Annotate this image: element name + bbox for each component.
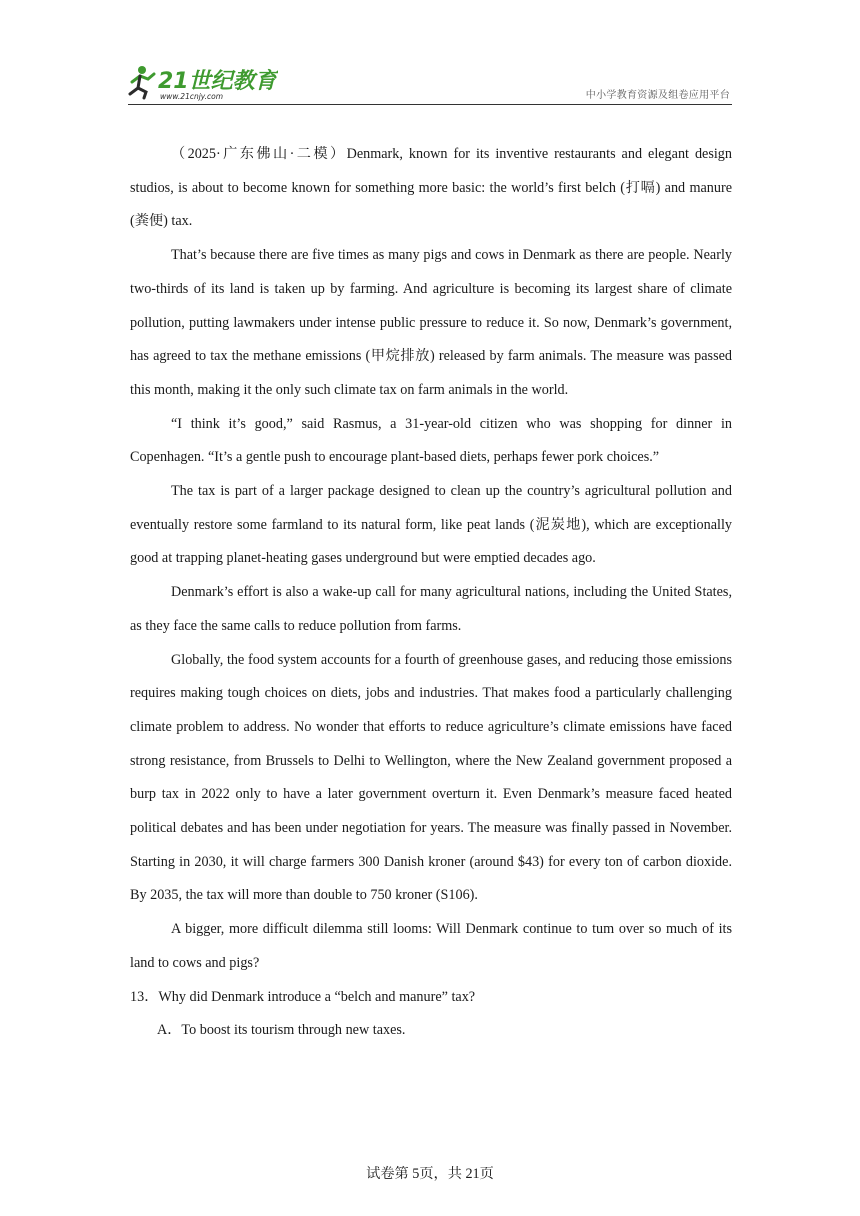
runner-icon — [130, 66, 154, 98]
logo-text: 21世纪教育 — [158, 69, 277, 94]
page-number: 试卷第 5页，共 21页 — [366, 1166, 494, 1182]
passage-paragraph: The tax is part of a larger package designed to clean up the country’s agricultural pollution and eventually restore some farmland to its natural form, like peat lands (泥炭地), which are exceptionally good at trapping planet-heating gases underground but were emptied decades ago. — [130, 483, 732, 567]
passage-paragraph: （2025·广东佛山·二模）Denmark, known for its inventive restaurants and elegant design studios, is about to become known for something more basic: the world’s first belch (打嗝) and manure (粪便) tax. — [130, 146, 732, 230]
passage-paragraph: Denmark’s effort is also a wake-up call for many agricultural nations, including the United States, as they face the same calls to reduce pollution from farms. — [130, 584, 732, 634]
passage-paragraph: A bigger, more difficult dilemma still looms: Will Denmark continue to tum over so much of its land to cows and pigs? — [130, 921, 732, 971]
logo — [128, 62, 278, 102]
passage — [130, 138, 732, 1048]
passage-paragraph: That’s because there are five times as many pigs and cows in Denmark as there are people. Nearly two-thirds of its land is taken up by farming. And agriculture is becoming its largest share of climate pollution, putting lawmakers under intense public pressure to reduce it. So now, Denmark’s government, has agreed to tax the methane emissions (甲烷排放) released by farm animals. The measure was passed this month, making it the only such climate tax on farm animals in the world. — [130, 247, 732, 398]
platform-text: 中小学教育资源及组卷应用平台 — [585, 90, 730, 101]
option-a[interactable]: A．To boost its tourism through new taxes. — [157, 1022, 406, 1039]
passage-paragraph: Globally, the food system accounts for a fourth of greenhouse gases, and reducing those emissions requires making tough choices on diets, jobs and industries. That makes food a particularly challenging climate problem to address. No wonder that efforts to reduce agriculture’s climate emissions have faced strong resistance, from Brussels to Delhi to Wellington, where the New Zealand government proposed a burp tax in 2022 only to have a later government overturn it. Even Denmark’s measure faced heated political debates and has been under negotiation for years. The measure was finally passed in November. Starting in 2030, it will charge farmers 300 Danish kroner (around $43) for every ton of carbon dioxide. By 2035, the tax will more than double to 750 kroner (S106). — [130, 651, 732, 904]
question-13: 13．Why did Denmark introduce a “belch and manure” tax? — [130, 988, 476, 1005]
logo-url-text: www.21cnjy.com — [160, 92, 224, 101]
page-header — [128, 62, 732, 105]
passage-paragraph: “I think it’s good,” said Rasmus, a 31-year-old citizen who was shopping for dinner in Copenhagen. “It’s a gentle push to encourage plant-based diets, perhaps fewer pork choices.” — [130, 415, 732, 466]
